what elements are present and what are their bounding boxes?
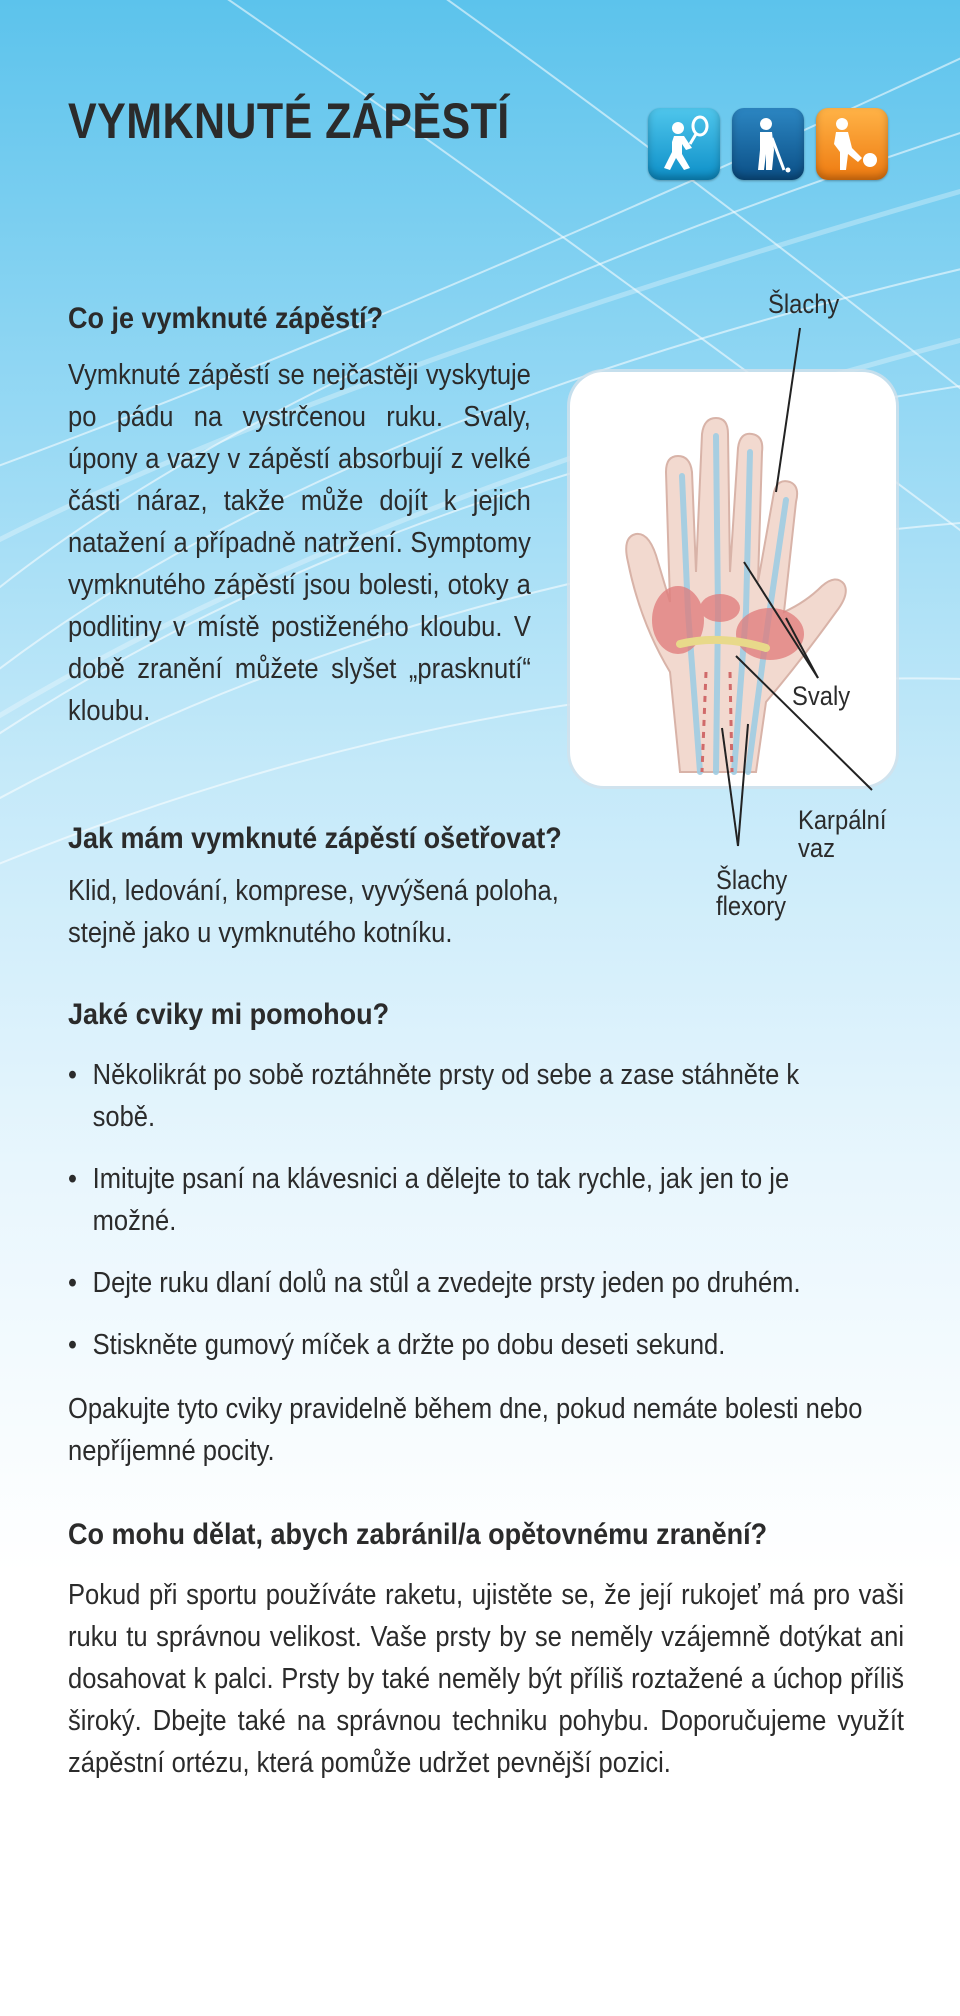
list-item-text: Stiskněte gumový míček a držte po dobu deseti sekund. <box>92 1329 726 1361</box>
section-heading-prevention: Co mohu dělat, abych zabránil/a opětovnému zranění? <box>68 1518 768 1551</box>
tennis-player-icon <box>648 108 720 180</box>
label-carpal-ligament-line2: vaz <box>798 833 835 863</box>
bullet-symbol: • <box>68 1329 77 1361</box>
label-muscles: Svaly <box>792 681 851 711</box>
section-text-prevention: Pokud při sportu používáte raketu, ujistěte se, že její rukojeť má pro vaši ruku tu správnou velikost. Vaše prsty by se neměly vzájemně dotýkat ani dosahovat k palci. Prsty by také neměly být příliš roztažené a úchop příliš široký. Dbejte také na správnou techniku pohybu. Doporučujeme využít zápěstní ortézu, která pomůže udržet pevnější pozici. <box>68 1579 904 1779</box>
section-text-what-is: Vymknuté zápěstí se nejčastěji vyskytuje po pádu na vystrčenou ruku. Svaly, úpony a vazy v zápěstí absorbují z velké části náraz, takže může dojít k jejich natažení a případně natržení. Symptomy vymknutého zápěstí jsou bolesti, otoky a podlitiny v místě postiženého kloubu. V době zranění můžete slyšet „prasknutí“ kloubu. <box>68 359 531 727</box>
section-heading-treatment: Jak mám vymknuté zápěstí ošetřovat? <box>68 822 562 855</box>
bullet-symbol: • <box>68 1059 77 1091</box>
wrist-anatomy-illustration <box>570 372 896 786</box>
hand-anatomy-image <box>570 372 896 786</box>
list-item <box>68 1262 834 1304</box>
label-flexor-tendons-line2: flexory <box>716 891 786 921</box>
golfer-icon <box>732 108 804 180</box>
list-item-text: Imitujte psaní na klávesnici a dělejte to tak rychle, jak jen to je možné. <box>92 1163 790 1237</box>
label-carpal-ligament-line1: Karpální <box>798 805 887 835</box>
soccer-player-icon <box>816 108 888 180</box>
page-title: VYMKNUTÉ ZÁPĚSTÍ <box>68 93 510 149</box>
list-item <box>68 1158 834 1242</box>
section-heading-what-is: Co je vymknuté zápěstí? <box>68 302 384 335</box>
list-item <box>68 1054 834 1138</box>
exercise-list <box>68 1054 834 1386</box>
list-item-text: Dejte ruku dlaní dolů na stůl a zvedejte prsty jeden po druhém. <box>92 1267 801 1299</box>
label-flexor-tendons-line1: Šlachy <box>716 865 788 895</box>
list-item <box>68 1324 834 1366</box>
section-text-treatment: Klid, ledování, komprese, vyvýšená poloha, stejně jako u vymknutého kotníku. <box>68 875 559 949</box>
exercise-closing-text: Opakujte tyto cviky pravidelně během dne, pokud nemáte bolesti nebo nepříjemné pocity. <box>68 1393 863 1467</box>
bullet-symbol: • <box>68 1163 77 1195</box>
sport-icons <box>648 108 888 180</box>
section-heading-exercises: Jaké cviky mi pomohou? <box>68 998 390 1031</box>
list-item-text: Několikrát po sobě roztáhněte prsty od sebe a zase stáhněte k sobě. <box>92 1059 800 1133</box>
label-tendons: Šlachy <box>768 289 840 319</box>
bullet-symbol: • <box>68 1267 77 1299</box>
